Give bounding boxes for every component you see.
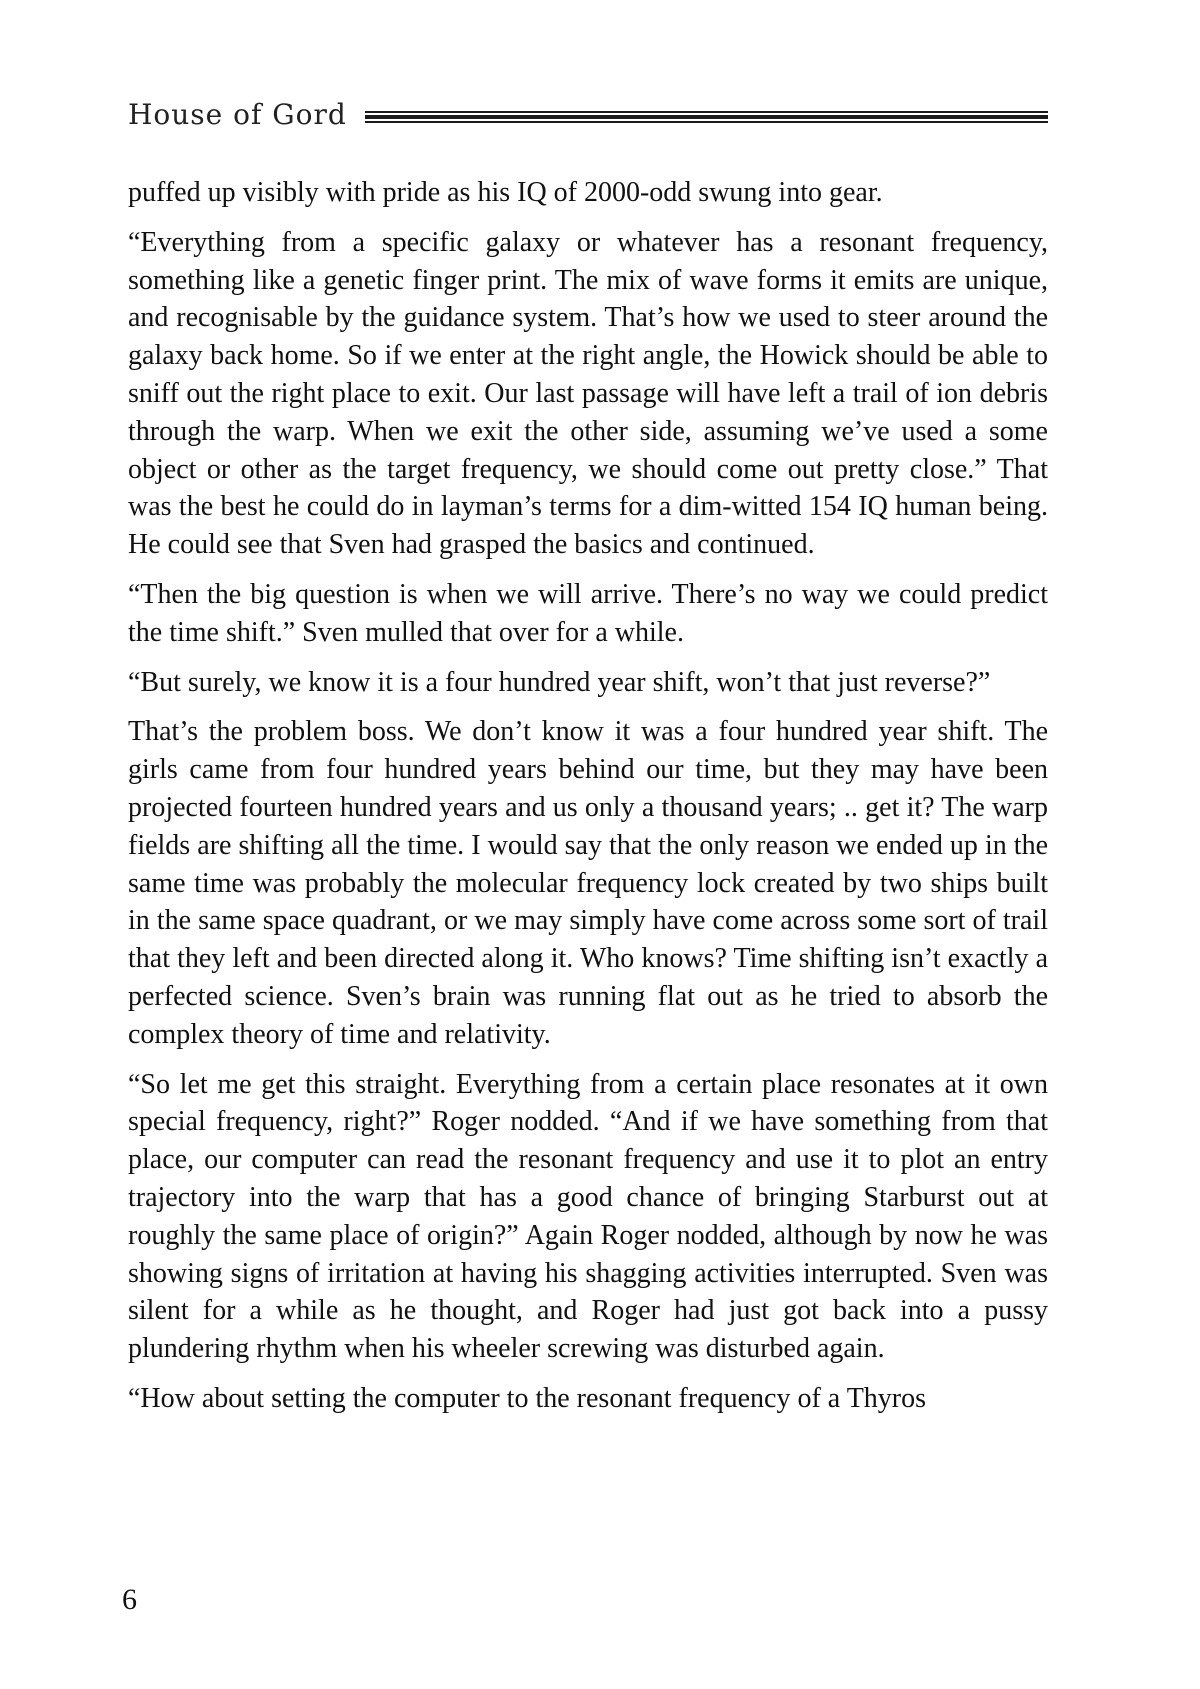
paragraph: “How about setting the computer to the resonant frequency of a Thyros bbox=[128, 1382, 927, 1414]
running-head-title: House of Gord bbox=[128, 98, 347, 131]
header-rule-thin-bottom bbox=[365, 121, 1048, 123]
paragraph: “Then the big question is when we will arrive. There’s no way we could predict the time shift.” Sven mulled that over for a while. bbox=[128, 578, 1048, 648]
paragraph: “But surely, we know it is a four hundred year shift, won’t that just reverse?” bbox=[128, 666, 991, 698]
paragraph: “So let me get this straight. Everything from a certain place resonates at it own special frequency, right?” Roger nodded. “And if we have something from that place, our computer can read the resonant frequency and use it to plot an entry trajectory into the warp that has a good chance of bringing Starburst out at roughly the same place of origin?” Again Roger nodded, although by now he was showing signs of irritation at having his shagging activities interrupted. Sven was silent for a while as he thought, and Roger had just got back into a pussy plundering rhythm when his wheeler screwing was disturbed again. bbox=[128, 1068, 1048, 1365]
page-number: 6 bbox=[122, 1583, 137, 1616]
header-rule-thick bbox=[365, 115, 1048, 119]
body-text bbox=[128, 174, 1048, 1430]
header-rule-thin-top bbox=[365, 111, 1048, 113]
paragraph: That’s the problem boss. We don’t know it was a four hundred year shift. The girls came from four hundred years behind our time, but they may have been projected fourteen hundred years and us only a thousand years; .. get it? The warp fields are shifting all the time. I would say that the only reason we ended up in the same time was probably the molecular frequency lock created by two ships built in the same space quadrant, or we may simply have come across some sort of trail that they left and been directed along it. Who knows? Time shifting isn’t exactly a perfected science. Sven’s brain was running flat out as he tried to absorb the complex theory of time and relativity. bbox=[128, 716, 1048, 1050]
header-rule-lines bbox=[365, 111, 1048, 125]
running-header bbox=[128, 98, 1048, 138]
paragraph: puffed up visibly with pride as his IQ of 2000-odd swung into gear. bbox=[128, 177, 883, 208]
paragraph: “Everything from a specific galaxy or whatever has a resonant frequency, something like a genetic finger print. The mix of wave forms it emits are unique, and recognisable by the guidance system. That’s how we used to steer around the galaxy back home. So if we enter at the right angle, the Howick should be able to sniff out the right place to exit. Our last passage will have left a trail of ion debris through the warp. When we exit the other side, assuming we’ve used a some object or other as the target frequency, we should come out pretty close.” That was the best he could do in layman’s terms for a dim-witted 154 IQ human being. He could see that Sven had grasped the basics and continued. bbox=[128, 226, 1048, 561]
